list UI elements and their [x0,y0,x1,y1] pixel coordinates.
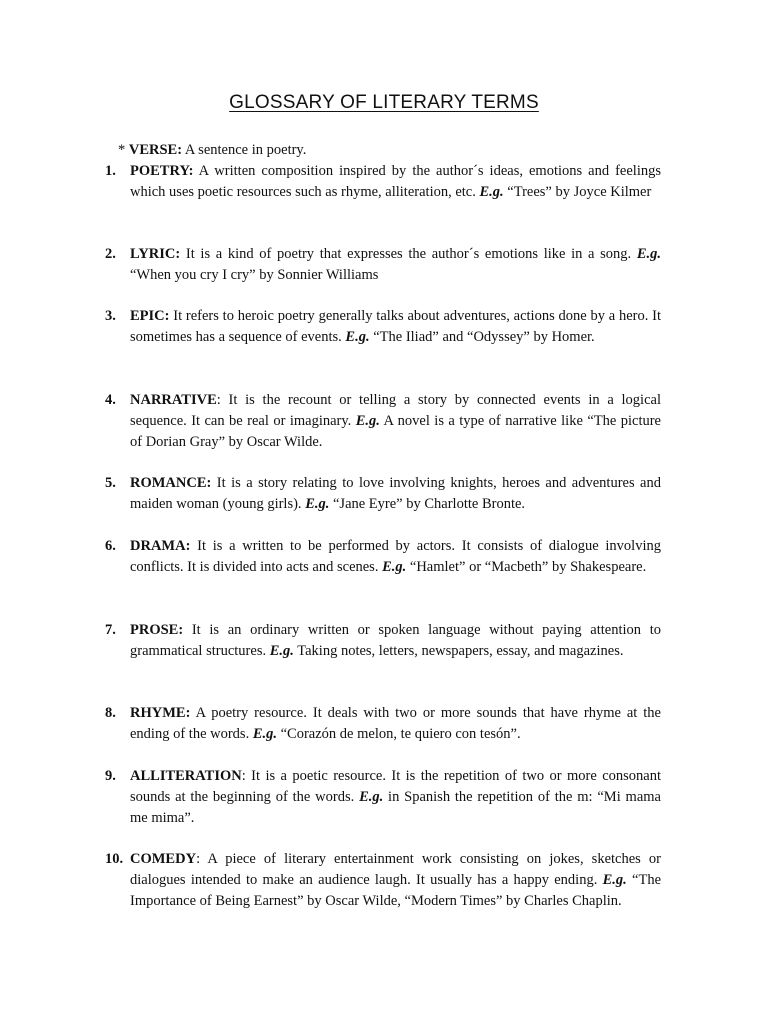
entry-definition: : It is the recount or telling a story by connected events in a logical sequence. It can be real or imaginary. [130,392,661,429]
entry-example: “Jane Eyre” by Charlotte Bronte. [329,496,526,512]
glossary-entry-romance [105,473,661,515]
glossary-entry-epic [105,306,661,348]
entry-example: “Trees” by Joyce Kilmer [503,184,652,200]
glossary-entry-alliteration [105,766,661,829]
entry-number: 2. [105,246,116,262]
entry-number: 7. [105,622,116,638]
verse-term: VERSE: [128,142,183,158]
entry-definition: : It is a poetic resource. It is the repetition of two or more consonant sounds at the beginning of the words. [130,768,661,805]
entry-example: “Corazón de melon, te quiero con tesón”. [277,726,521,742]
entry-term: LYRIC: [130,246,181,262]
entry-term: DRAMA: [130,538,191,554]
entry-number: 8. [105,705,116,721]
verse-definition: A sentence in poetry. [182,142,307,158]
glossary-entry-rhyme [105,703,661,745]
entry-eg-label: E.g. [355,413,380,429]
entry-example: A novel is a type of narrative like “The picture of Dorian Gray” by Oscar Wilde. [130,413,661,450]
entry-term: POETRY: [130,163,194,179]
entry-number: 4. [105,392,116,408]
entry-number: 1. [105,163,116,179]
entry-example: “The Importance of Being Earnest” by Oscar Wilde, “Modern Times” by Charles Chaplin. [130,872,662,909]
entry-eg-label: E.g. [359,789,384,805]
glossary-entry-comedy [105,849,661,912]
entry-eg-label: E.g. [382,559,407,575]
entry-definition: It refers to heroic poetry generally talks about adventures, actions done by a hero. It sometimes has a sequence of events. [130,308,661,345]
entry-number: 10. [105,851,124,867]
entry-term: EPIC: [130,308,170,324]
verse-note [118,140,306,161]
entry-number: 6. [105,538,116,554]
glossary-entry-drama [105,536,661,578]
entry-body [130,849,661,912]
entry-term: PROSE: [130,622,184,638]
entry-body [130,536,661,578]
glossary-entry-poetry [105,161,661,203]
entry-definition: It is an ordinary written or spoken language without paying attention to grammatical structures. [130,622,661,659]
entry-term: ROMANCE: [130,475,212,491]
entry-eg-label: E.g. [602,872,627,888]
entry-definition: It is a kind of poetry that expresses the author´s emotions like in a song. [180,246,637,262]
entry-definition: It is a written to be performed by actors. It consists of dialogue involving conflicts. It is divided into acts and scenes. [130,538,661,575]
entry-body [130,620,661,662]
verse-prefix: * [118,142,129,158]
entry-term: COMEDY [130,851,197,867]
entry-eg-label: E.g. [636,246,661,262]
entry-body [130,703,661,745]
entry-number: 9. [105,768,116,784]
entry-eg-label: E.g. [345,329,370,345]
entry-example: Taking notes, letters, newspapers, essay, and magazines. [293,643,624,659]
entry-body [130,244,661,286]
entry-definition: A written composition inspired by the author´s ideas, emotions and feelings which uses poetic resources such as rhyme, alliteration, etc. [130,163,661,200]
entry-term: NARRATIVE [130,392,217,408]
entry-body [130,161,661,203]
entry-eg-label: E.g. [252,726,277,742]
entry-example: “The Iliad” and “Odyssey” by Homer. [369,329,595,345]
entry-definition: It is a story relating to love involving knights, heroes and adventures and maiden woman (young girls). [130,475,661,512]
entry-definition: : A piece of literary entertainment work consisting on jokes, sketches or dialogues intended to make an audience laugh. It usually has a happy ending. [130,851,661,888]
entry-body [130,306,661,348]
entry-number: 3. [105,308,116,324]
glossary-entry-narrative [105,390,661,453]
glossary-entry-prose [105,620,661,662]
entry-term: ALLITERATION [130,768,242,784]
entry-body [130,766,661,829]
entry-eg-label: E.g. [269,643,294,659]
entry-body [130,473,661,515]
entry-definition: A poetry resource. It deals with two or more sounds that have rhyme at the ending of the words. [130,705,661,742]
entry-example: “Hamlet” or “Macbeth” by Shakespeare. [406,559,647,575]
entry-number: 5. [105,475,116,491]
entry-term: RHYME: [130,705,191,721]
entry-body [130,390,661,453]
page-title: GLOSSARY OF LITERARY TERMS [229,92,539,113]
entry-example: in Spanish the repetition of the m: “Mi mama me mima”. [130,789,661,826]
entry-eg-label: E.g. [305,496,330,512]
entry-eg-label: E.g. [479,184,504,200]
entry-example: “When you cry I cry” by Sonnier Williams [130,267,379,283]
glossary-entry-lyric [105,244,661,286]
